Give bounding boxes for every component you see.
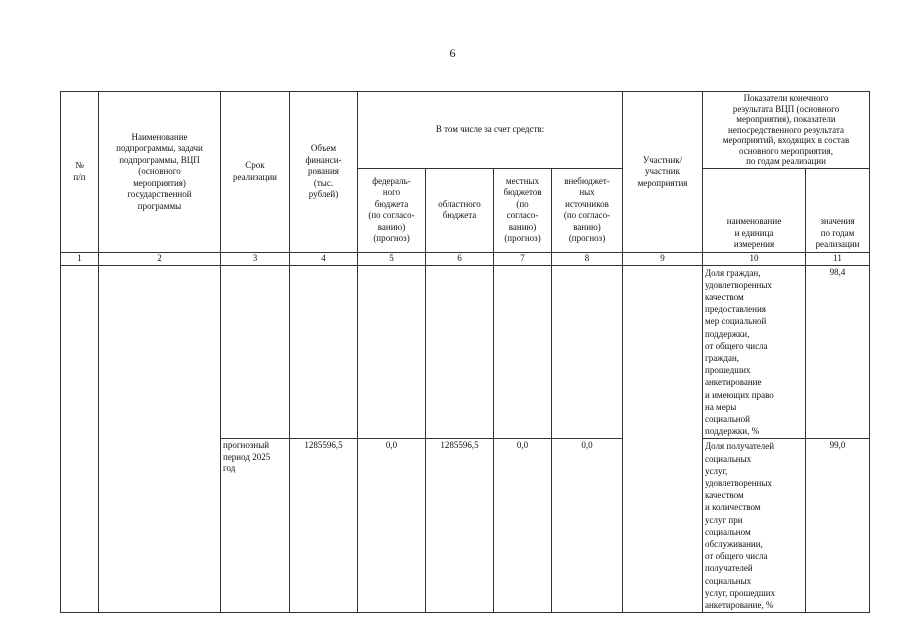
column-number: 5 [358,252,426,265]
cell-period: прогнозный период 2025 год [221,439,290,613]
cell-extra [552,265,623,439]
cell-extra: 0,0 [552,439,623,613]
column-number: 2 [99,252,221,265]
header-indicators-group: Показатели конечного результата ВЦП (основного мероприятия), показатели непосредственного результата мероприятий, входящих в состав основного мероприятия, по годам реализации [703,92,870,169]
cell-value: 99,0 [806,439,870,613]
header-period: Срок реализации [221,92,290,253]
column-number: 3 [221,252,290,265]
column-numbers-row [61,252,870,265]
header-sources-group: В том числе за счет средств: [358,92,623,169]
cell-value: 98,4 [806,265,870,439]
header-local: местных бюджетов (по согласо- ванию) (прогноз) [494,168,552,252]
column-number: 4 [290,252,358,265]
cell-regional [426,265,494,439]
header-financing: Объем финанси- рования (тыс. рублей) [290,92,358,253]
cell-federal: 0,0 [358,439,426,613]
header-regional: областного бюджета [426,168,494,252]
page-number: 6 [449,46,456,60]
cell-indicator: Доля граждан, удовлетворенных качеством предоставления мер социальной поддержки, от общего числа граждан, прошедших анкетирование и имеющих право на меры социальной поддержки, % [703,265,806,439]
header-number: № п/п [61,92,99,253]
column-number: 7 [494,252,552,265]
column-number: 9 [623,252,703,265]
cell-number [61,265,99,613]
header-extrabudgetary: внебюджет- ных источников (по согласо- ванию) (прогноз) [552,168,623,252]
cell-participant [623,265,703,439]
cell-federal [358,265,426,439]
header-indicator-name: наименование и единица измерения [703,168,806,252]
table-row [61,265,870,439]
cell-indicator: Доля получателей социальных услуг, удовлетворенных качеством и количеством услуг при социальном обслуживании, от общего числа получателей социальных услуг, прошедших анкетирование, % [703,439,806,613]
cell-regional: 1285596,5 [426,439,494,613]
cell-participant [623,439,703,613]
column-number: 11 [806,252,870,265]
cell-local: 0,0 [494,439,552,613]
cell-total: 1285596,5 [290,439,358,613]
column-number: 6 [426,252,494,265]
header-participant: Участник/ участник мероприятия [623,92,703,253]
cell-period [221,265,290,439]
column-number: 8 [552,252,623,265]
program-table [60,91,870,613]
header-federal: федераль- ного бюджета (по согласо- ванию) (прогноз) [358,168,426,252]
column-number: 10 [703,252,806,265]
header-name: Наименование подпрограммы, задачи подпрограммы, ВЦП (основного мероприятия) государственной программы [99,92,221,253]
header-indicator-values: значения по годам реализации [806,168,870,252]
cell-name [99,265,221,613]
column-number: 1 [61,252,99,265]
cell-total [290,265,358,439]
cell-local [494,265,552,439]
